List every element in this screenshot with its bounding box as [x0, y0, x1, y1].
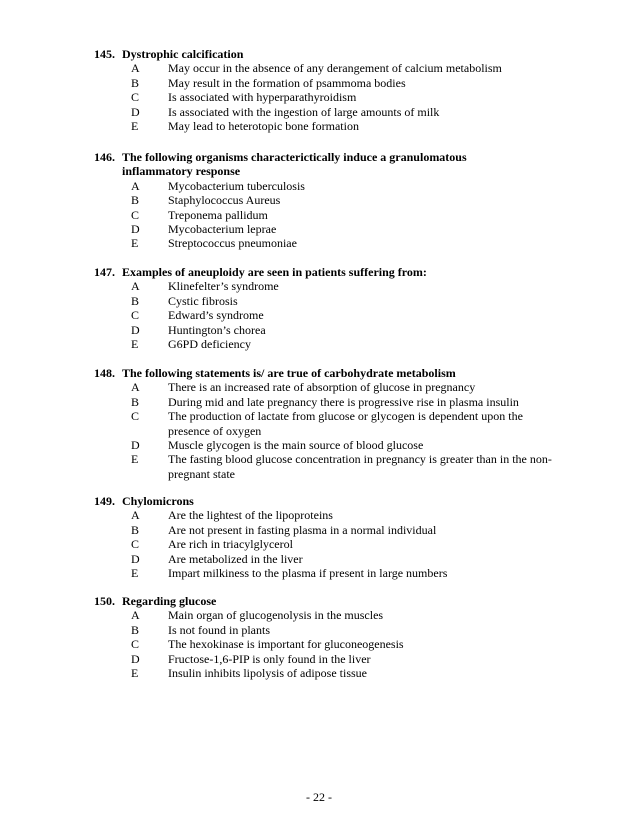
option-letter: A	[131, 380, 140, 395]
option-list	[94, 279, 584, 351]
option-letter: C	[131, 207, 140, 222]
option-c	[94, 208, 584, 222]
option-text: Is associated with hyperparathyroidism	[168, 90, 357, 105]
question-147	[94, 265, 584, 351]
question-stem: The following statements is/ are true of carbohydrate metabolism	[122, 366, 456, 380]
option-letter: A	[131, 508, 140, 523]
option-d	[94, 222, 584, 236]
question-number: 145.	[94, 47, 115, 61]
option-letter: E	[131, 119, 139, 134]
question-number: 150.	[94, 594, 115, 608]
question-number: 148.	[94, 366, 115, 380]
option-text: Impart milkiness to the plasma if present in large numbers	[168, 566, 448, 581]
option-text: There is an increased rate of absorption of glucose in pregnancy	[168, 380, 476, 395]
option-text: Are not present in fasting plasma in a normal individual	[168, 522, 437, 537]
option-a	[94, 508, 584, 522]
option-letter: A	[131, 279, 140, 294]
option-list	[94, 608, 584, 680]
option-list	[94, 508, 584, 580]
option-text: May result in the formation of psammoma bodies	[168, 75, 406, 90]
option-letter: D	[131, 438, 140, 453]
option-letter: B	[131, 622, 140, 637]
option-text: Streptococcus pneumoniae	[168, 236, 297, 251]
option-text: Treponema pallidum	[168, 207, 268, 222]
option-c	[94, 90, 584, 104]
option-a	[94, 279, 584, 293]
question-stem: The following organisms characterictically induce a granulomatous inflammatory response	[122, 150, 467, 179]
option-letter: A	[131, 178, 140, 193]
question-146	[94, 150, 584, 251]
option-letter: E	[131, 566, 139, 581]
option-text: Mycobacterium leprae	[168, 222, 277, 237]
option-text: Main organ of glucogenolysis in the muscles	[168, 608, 384, 623]
option-b	[94, 193, 584, 207]
option-e	[94, 452, 584, 481]
option-letter: D	[131, 104, 140, 119]
option-letter: B	[131, 75, 140, 90]
option-list	[94, 179, 584, 251]
option-text: Is associated with the ingestion of large amounts of milk	[168, 104, 440, 119]
option-letter: D	[131, 222, 140, 237]
question-150	[94, 594, 584, 680]
option-b	[94, 395, 584, 409]
option-e	[94, 666, 584, 680]
option-d	[94, 552, 584, 566]
option-b	[94, 523, 584, 537]
option-b	[94, 294, 584, 308]
option-letter: C	[131, 409, 140, 424]
option-text: Klinefelter’s syndrome	[168, 279, 279, 294]
option-letter: C	[131, 90, 140, 105]
option-text: The production of lactate from glucose or glycogen is dependent upon the presence of oxygen	[168, 409, 523, 438]
option-letter: B	[131, 522, 140, 537]
option-c	[94, 409, 584, 438]
option-text: Edward’s syndrome	[168, 308, 264, 323]
option-letter: B	[131, 394, 140, 409]
option-e	[94, 566, 584, 580]
option-text: During mid and late pregnancy there is progressive rise in plasma insulin	[168, 394, 519, 409]
option-letter: C	[131, 308, 140, 323]
option-c	[94, 308, 584, 322]
option-letter: A	[131, 61, 140, 76]
option-a	[94, 608, 584, 622]
option-b	[94, 76, 584, 90]
option-text: Huntington’s chorea	[168, 322, 266, 337]
question-stem: Regarding glucose	[122, 594, 217, 608]
option-text: Mycobacterium tuberculosis	[168, 178, 305, 193]
option-text: Fructose-1,6-PIP is only found in the liver	[168, 651, 371, 666]
question-145	[94, 47, 584, 133]
option-text: Cystic fibrosis	[168, 293, 238, 308]
option-letter: C	[131, 537, 140, 552]
option-c	[94, 637, 584, 651]
option-c	[94, 537, 584, 551]
option-text: Are rich in triacylglycerol	[168, 537, 293, 552]
option-e	[94, 119, 584, 133]
option-letter: B	[131, 193, 140, 208]
question-heading	[94, 150, 584, 179]
option-text: May occur in the absence of any derangement of calcium metabolism	[168, 61, 502, 76]
question-number: 146.	[94, 150, 115, 164]
option-text: Insulin inhibits lipolysis of adipose tissue	[168, 666, 368, 681]
question-number: 147.	[94, 265, 115, 279]
option-text: Are metabolized in the liver	[168, 551, 303, 566]
option-d	[94, 105, 584, 119]
option-text: The fasting blood glucose concentration in pregnancy is greater than in the non-pregnant state	[168, 452, 552, 481]
option-b	[94, 623, 584, 637]
question-148	[94, 366, 584, 481]
question-heading	[94, 494, 584, 508]
option-d	[94, 438, 584, 452]
option-letter: E	[131, 337, 139, 352]
option-text: The hexokinase is important for gluconeogenesis	[168, 637, 404, 652]
option-text: May lead to heterotopic bone formation	[168, 119, 359, 134]
option-text: G6PD deficiency	[168, 337, 251, 352]
option-a	[94, 179, 584, 193]
option-letter: D	[131, 551, 140, 566]
option-letter: D	[131, 651, 140, 666]
option-letter: C	[131, 637, 140, 652]
option-text: Are the lightest of the lipoproteins	[168, 508, 333, 523]
question-heading	[94, 594, 584, 608]
option-text: Staphylococcus Aureus	[168, 193, 281, 208]
question-number: 149.	[94, 494, 115, 508]
option-list	[94, 61, 584, 133]
question-stem: Examples of aneuploidy are seen in patients suffering from:	[122, 265, 427, 279]
option-letter: D	[131, 322, 140, 337]
option-letter: A	[131, 608, 140, 623]
question-149	[94, 494, 584, 580]
question-heading	[94, 265, 584, 279]
option-letter: E	[131, 666, 139, 681]
option-d	[94, 652, 584, 666]
option-a	[94, 61, 584, 75]
question-stem: Chylomicrons	[122, 494, 194, 508]
option-list	[94, 380, 584, 481]
option-letter: B	[131, 293, 140, 308]
question-heading	[94, 366, 584, 380]
option-text: Muscle glycogen is the main source of blood glucose	[168, 438, 424, 453]
option-e	[94, 236, 584, 250]
option-d	[94, 323, 584, 337]
question-stem: Dystrophic calcification	[122, 47, 244, 61]
option-a	[94, 380, 584, 394]
option-letter: E	[131, 236, 139, 251]
question-heading	[94, 47, 584, 61]
option-letter: E	[131, 452, 139, 467]
option-e	[94, 337, 584, 351]
page-number: - 22 -	[306, 790, 332, 804]
option-text: Is not found in plants	[168, 622, 270, 637]
